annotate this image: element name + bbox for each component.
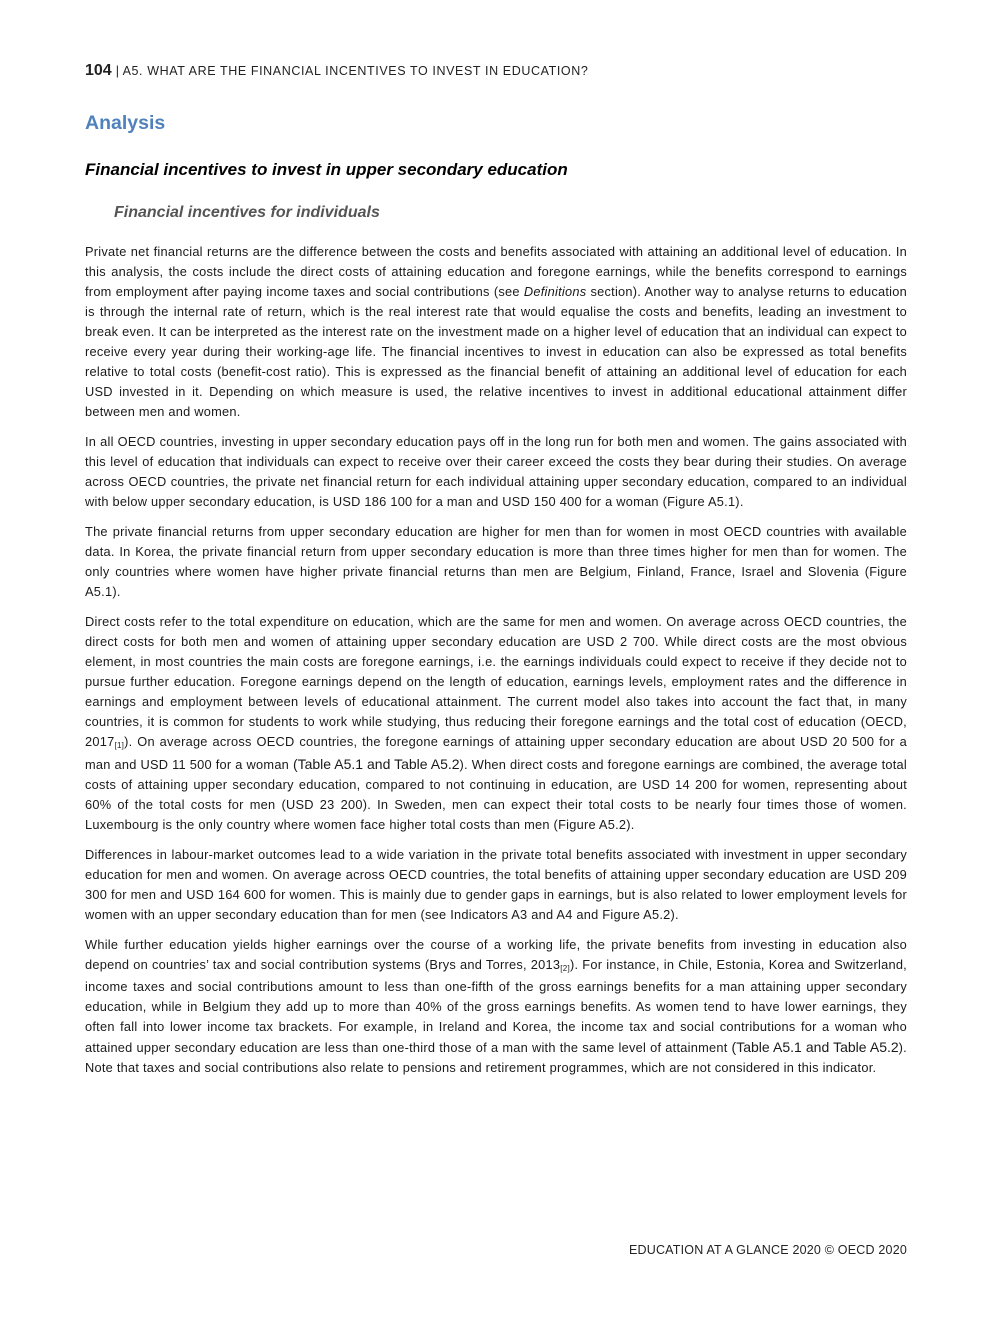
paragraph-6-part-c: ). Note that taxes and social contributions also relate to pensions and retirement programmes, which are not considered in this indicator. [85,1040,907,1075]
table-a5-2-link[interactable]: Table A5.2 [833,1039,899,1055]
header-separator: | [115,64,120,78]
definitions-link[interactable]: Definitions [523,284,587,299]
paragraph-4-part-b: ). On average across OECD countries, the foregone earnings of attaining upper secondary education are about USD 20 500 for a man and USD 11 500 for a woman [85,734,907,772]
paragraph-4-part-a: Direct costs refer to the total expenditure on education, which are the same for men and women. On average across OECD countries, the direct costs for both men and women of attaining upper secondary education are USD 2 700. While direct costs are the most obvious element, in most countries the main costs are foregone earnings, i.e. the earnings individuals could expect to receive if they decide not to pursue further education. Foregone earnings depend on the length of education, earnings levels, employment rates and the difference in earnings and employment between levels of educational attainment. The current model also takes into account the fact that, in many countries, it is common for students to work while studying, thus reducing their foregone earnings and the total cost of education (OECD, 2017 [85,614,907,749]
paragraph-1 [85,242,907,422]
analysis-heading: Analysis [85,112,166,134]
paragraph-1-part-a: Private net financial returns are the difference between the costs and benefits associated with attaining an additional level of education. In this analysis, the costs include the direct costs of attaining education and foregone earnings, while the benefits correspond to earnings from employment after paying income taxes and social contributions (see [85,244,907,299]
table-a5-1-link[interactable]: (Table A5.1 [731,1039,802,1055]
paragraph-5: Differences in labour-market outcomes lead to a wide variation in the private total benefits associated with investment in upper secondary education for men and women. On average across OECD countries, the total benefits of attaining upper secondary education are USD 209 300 for men and USD 164 600 for women. This is mainly due to gender gaps in earnings, but is also related to lower employment levels for women with an upper secondary education than for men (see Indicators A3 and A4 and Figure A5.2). [85,847,907,922]
reference-marker-2[interactable]: [2] [560,964,570,973]
table-link-conjunction: and [363,756,395,772]
paragraph-3: The private financial returns from upper secondary education are higher for men than for women in most OECD countries with available data. In Korea, the private financial return from upper secondary education is more than three times higher for men than for women. The only countries where women have higher private financial returns than men are Belgium, Finland, France, Israel and Slovenia (Figure A5.1). [85,524,907,599]
table-a5-1-link[interactable]: (Table A5.1 [292,756,364,772]
reference-marker-1[interactable]: [1] [114,741,125,750]
header-title: A5. WHAT ARE THE FINANCIAL INCENTIVES TO INVEST IN EDUCATION? [122,64,589,78]
paragraph-6 [85,935,907,1078]
section-heading: Financial incentives to invest in upper secondary education [85,160,568,179]
paragraph-2: In all OECD countries, investing in upper secondary education pays off in the long run for both men and women. The gains associated with this level of education that individuals can expect to receive over their career exceed the costs they bear during their studies. On average across OECD countries, the private net financial return for each individual attaining upper secondary education, compared to an individual with below upper secondary education, is USD 186 100 for a man and USD 150 400 for a woman (Figure A5.1). [85,434,907,509]
paragraph-1-part-b: section). Another way to analyse returns to education is through the internal rate of return, which is the real interest rate that would equalise the costs and benefits, leading an investment to break even. It can be interpreted as the interest rate on the investment made on a higher level of education that an individual can expect to receive every year during their working-age life. The financial incentives to invest in education can also be expressed as total benefits relative to total costs (benefit-cost ratio). This is expressed as the financial benefit of attaining an additional level of education for each USD invested in it. Depending on which measure is used, the relative incentives to invest in additional educational attainment differ between men and women. [85,284,907,419]
table-a5-2-link[interactable]: Table A5.2 [394,756,460,772]
subsection-heading: Financial incentives for individuals [114,204,380,221]
body-text [85,242,907,1088]
table-link-conjunction: and [801,1039,834,1055]
page-number: 104 [85,62,112,79]
paragraph-6-part-a: While further education yields higher earnings over the course of a working life, the private benefits from investing in education also depend on countries’ tax and social contribution systems (Brys and Torres, 2013 [85,937,907,972]
running-footer: EDUCATION AT A GLANCE 2020 © OECD 2020 [628,1243,907,1257]
running-header [85,62,907,80]
paragraph-6-part-b: ). For instance, in Chile, Estonia, Korea and Switzerland, income taxes and social contributions amount to less than one-fifth of the gross earnings benefits for a man attaining upper secondary education, while in Belgium they add up to more than 40% of the gross earnings benefits. As women tend to have lower earnings, they often fall into lower income tax brackets. For example, in Ireland and Korea, the income tax and social contributions for a woman who attained upper secondary education are less than one-third those of a man with the same level of attainment [85,957,907,1055]
paragraph-4 [85,612,907,835]
paragraph-4-part-c: ). When direct costs and foregone earnings are combined, the average total costs of attaining upper secondary education, compared to not continuing in education, are USD 14 200 for women, representing about 60% of the total costs for men (USD 23 200). In Sweden, men can expect their total costs to be nearly four times those of women. Luxembourg is the only country where women face higher total costs than men (Figure A5.2). [85,757,908,832]
